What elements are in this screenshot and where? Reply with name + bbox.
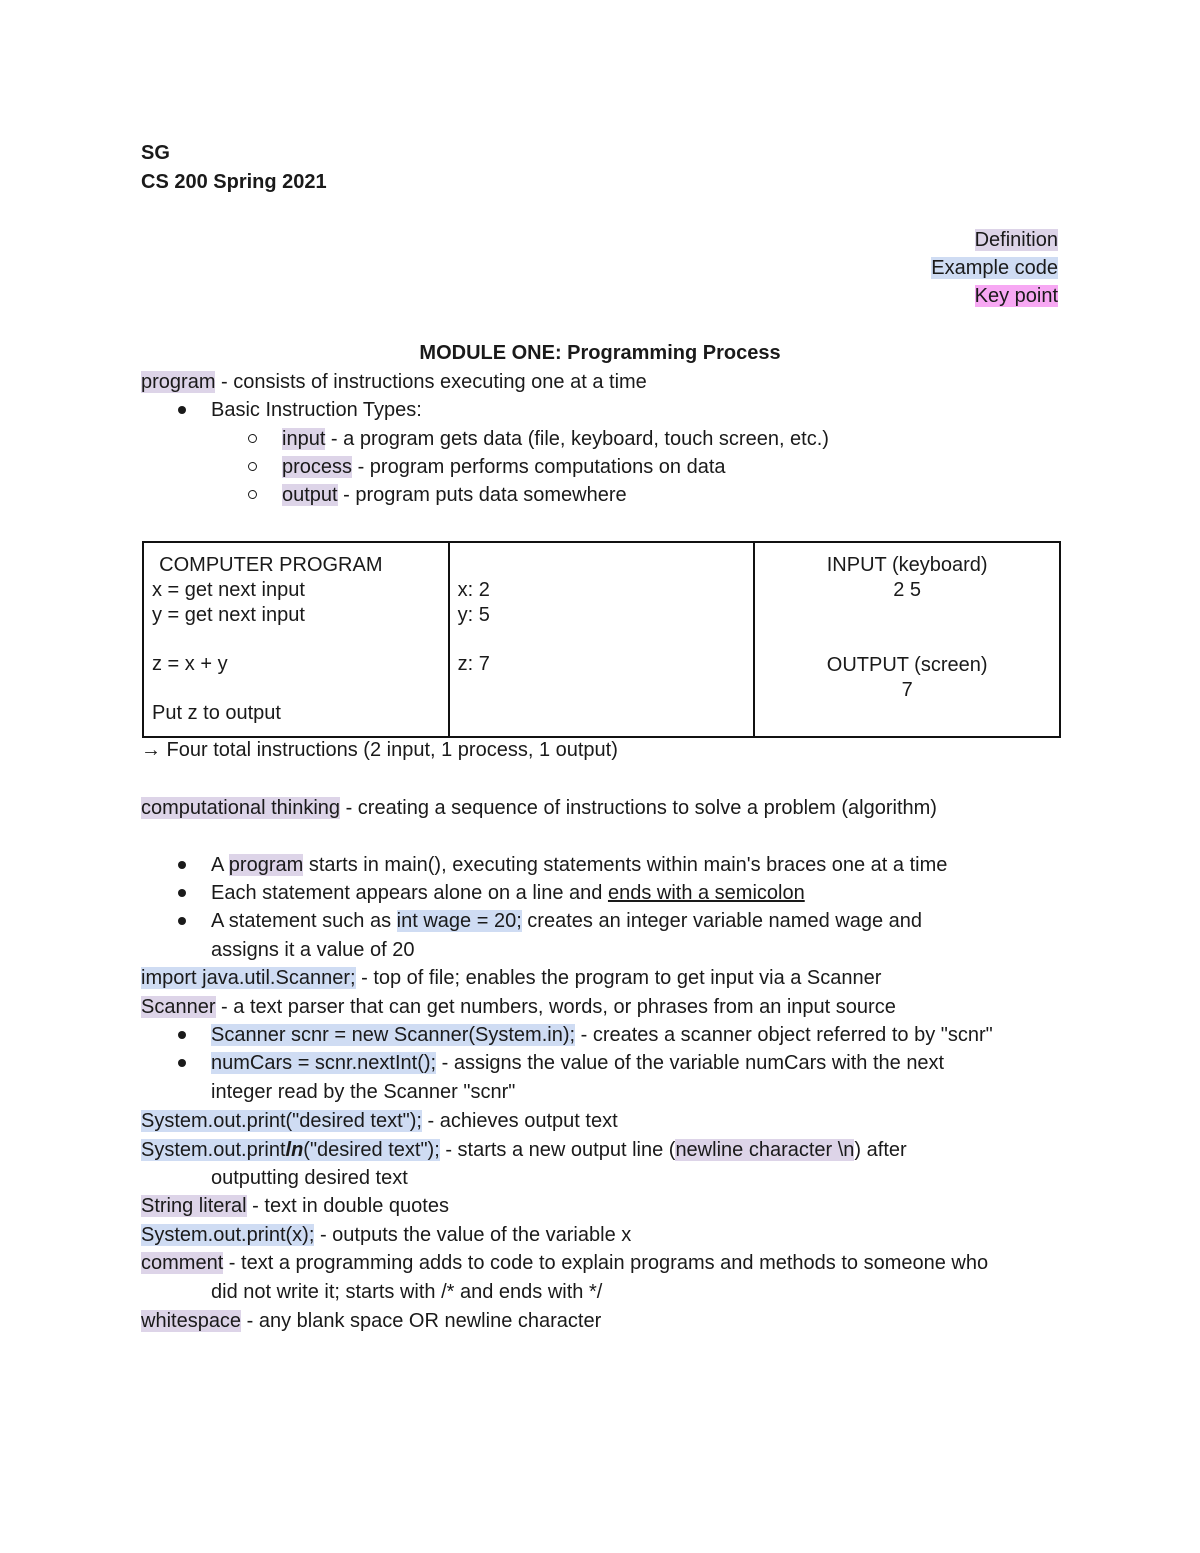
bullet-disc — [178, 397, 186, 423]
header-initials: SG — [141, 142, 170, 164]
four-total-note: → Four total instructions (2 input, 1 process, 1 output) — [141, 739, 618, 761]
print-line: System.out.print("desired text"); - achieves output text — [141, 1110, 618, 1132]
program-definition: program - consists of instructions executing one at a time — [141, 371, 647, 393]
program-line: y = get next input — [152, 604, 305, 626]
bullet-circle — [248, 454, 257, 480]
bullet-disc — [178, 880, 186, 906]
bullet-scanner-create: Scanner scnr = new Scanner(System.in); - creates a scanner object referred to by "scnr" — [211, 1024, 993, 1046]
program-line: Put z to output — [152, 702, 281, 724]
type-input: input - a program gets data (file, keyboard, touch screen, etc.) — [282, 428, 829, 450]
value-y: y: 5 — [457, 604, 490, 626]
basic-types-label: Basic Instruction Types: — [211, 399, 422, 421]
legend-definition: Definition — [974, 229, 1058, 251]
table-cell-program — [143, 542, 449, 737]
println-line: System.out.println("desired text"); - starts a new output line (newline character \n) after — [141, 1139, 907, 1161]
bullet-int-wage: A statement such as int wage = 20; creates an integer variable named wage and — [211, 910, 923, 932]
bullet-circle — [248, 482, 257, 508]
whitespace-definition: whitespace - any blank space OR newline character — [141, 1310, 602, 1332]
bullet-disc — [178, 1022, 186, 1048]
input-label: INPUT (keyboard) — [826, 554, 988, 576]
comment-definition: comment - text a programming adds to code to explain programs and methods to someone who — [141, 1252, 989, 1274]
print-x-line: System.out.print(x); - outputs the value of the variable x — [141, 1224, 632, 1246]
value-z: z: 7 — [457, 653, 490, 675]
bullet-main: A program starts in main(), executing statements within main's braces one at a time — [211, 854, 948, 876]
header-course: CS 200 Spring 2021 — [141, 171, 327, 193]
type-output: output - program puts data somewhere — [282, 484, 627, 506]
program-table — [142, 541, 1061, 738]
bullet-disc — [178, 852, 186, 878]
output-value: 7 — [901, 679, 913, 701]
bullet-next-int: numCars = scnr.nextInt(); - assigns the value of the variable numCars with the next — [211, 1052, 945, 1074]
bullet-disc — [178, 908, 186, 934]
value-x: x: 2 — [457, 579, 490, 601]
type-process: process - program performs computations on data — [282, 456, 726, 478]
import-scanner-line: import java.util.Scanner; - top of file; enables the program to get input via a Scanner — [141, 967, 882, 989]
bullet-semicolon: Each statement appears alone on a line and ends with a semicolon — [211, 882, 805, 904]
bullet-int-wage-cont: assigns it a value of 20 — [211, 939, 415, 961]
string-literal-def: String literal - text in double quotes — [141, 1195, 449, 1217]
println-line-cont: outputting desired text — [211, 1167, 408, 1189]
module-title: MODULE ONE: Programming Process — [419, 342, 781, 364]
table-cell-io — [754, 542, 1060, 737]
output-label: OUTPUT (screen) — [826, 654, 988, 676]
bullet-next-int-cont: integer read by the Scanner "scnr" — [211, 1081, 516, 1103]
legend-key-point: Key point — [974, 285, 1058, 307]
program-line: z = x + y — [152, 653, 228, 675]
bullet-disc — [178, 1050, 186, 1076]
computational-thinking-def: computational thinking - creating a sequence of instructions to solve a problem (algorithm) — [141, 797, 937, 819]
comment-definition-cont: did not write it; starts with /* and ends with */ — [211, 1281, 603, 1303]
legend-example-code: Example code — [931, 257, 1058, 279]
bullet-circle — [248, 426, 257, 452]
program-heading: COMPUTER PROGRAM — [159, 554, 383, 576]
program-line: x = get next input — [152, 579, 305, 601]
input-value: 2 5 — [893, 579, 922, 601]
scanner-definition: Scanner - a text parser that can get numbers, words, or phrases from an input source — [141, 996, 896, 1018]
table-cell-values — [449, 542, 755, 737]
